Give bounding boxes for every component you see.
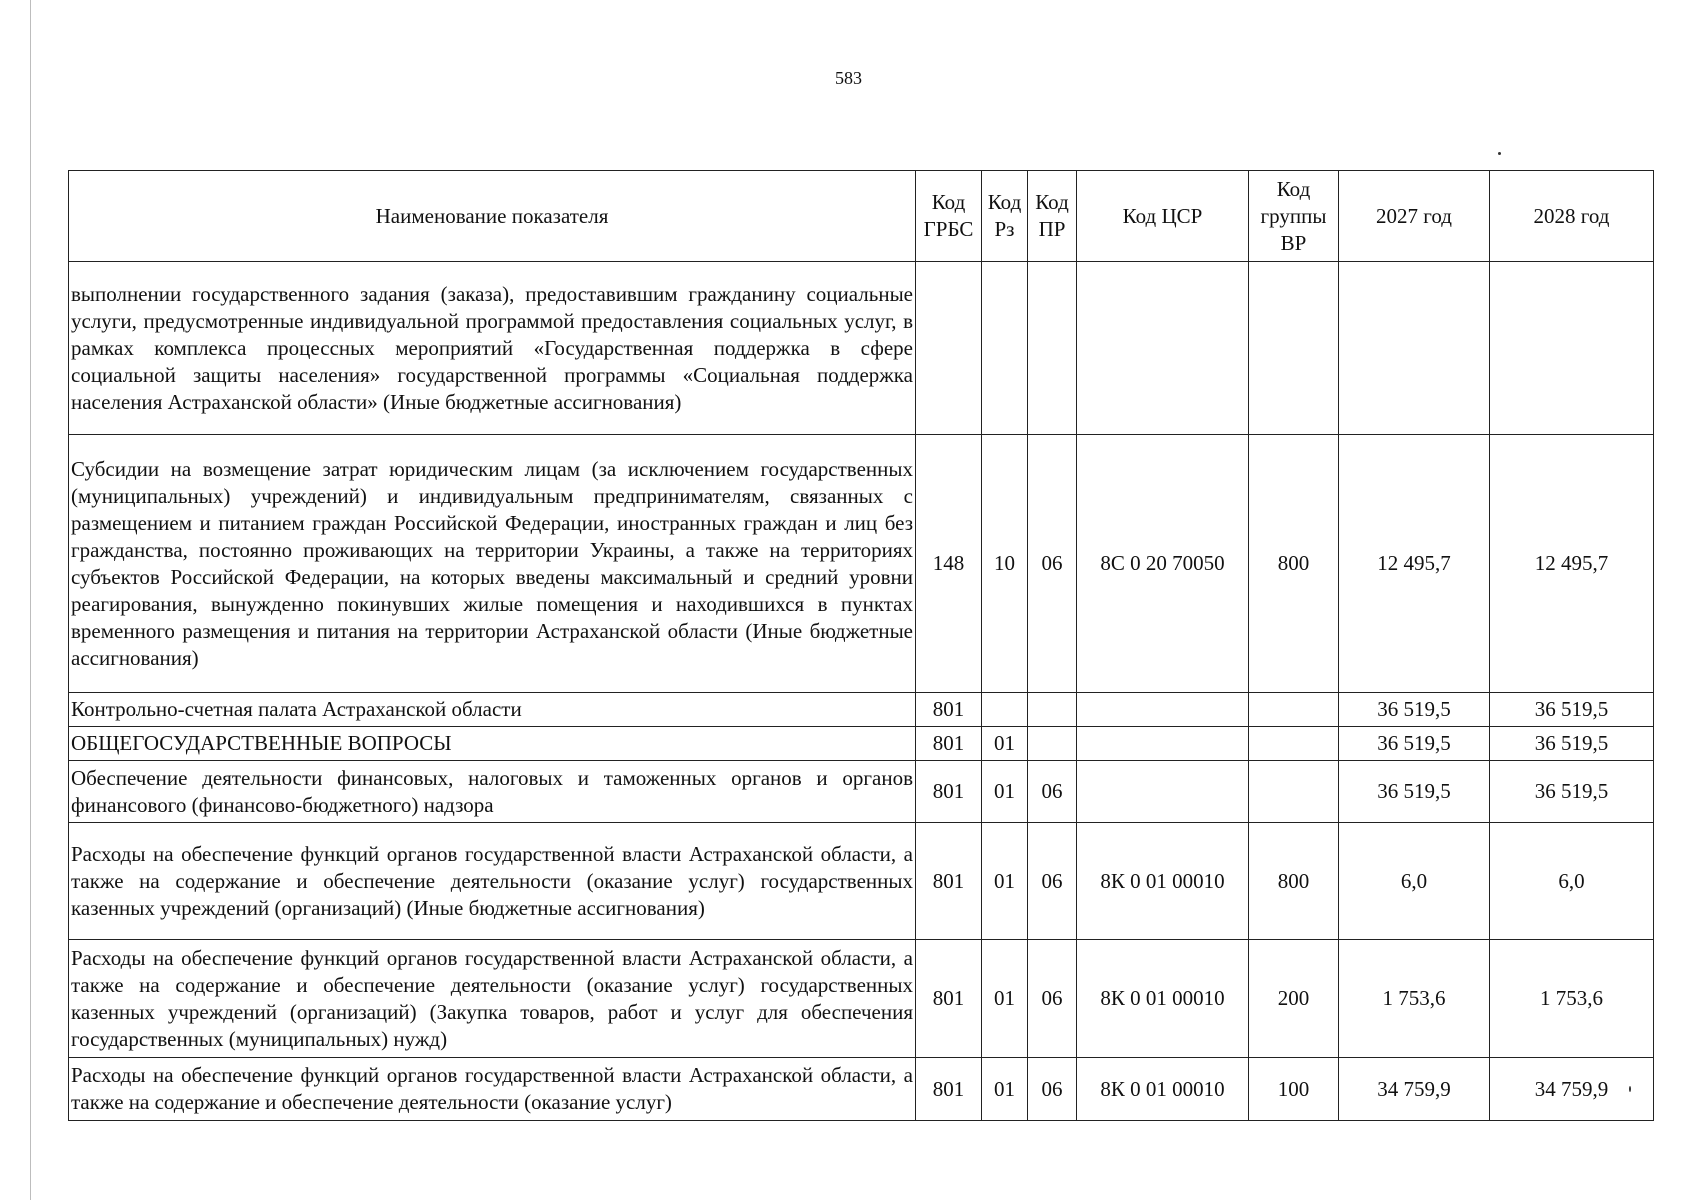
table-row: [69, 761, 1654, 823]
row-pr: 06: [1028, 940, 1077, 1058]
row-grbs: 801: [916, 727, 982, 761]
row-rz: 01: [982, 823, 1028, 940]
header-grbs: Код ГРБС: [916, 171, 982, 262]
row-rz: 01: [982, 761, 1028, 823]
row-csr: [1077, 727, 1249, 761]
row-grbs: 801: [916, 693, 982, 727]
header-pr: Код ПР: [1028, 171, 1077, 262]
row-name: выполнении государственного задания (заказа), предоставившим гражданину социальные услуги, предусмотренные индивидуальной программой предоставления социальных услуг, в рамках комплекса процессных мероприятий «Государственная поддержка в сфере социальной защиты населения» государственной программы «Социальная поддержка населения Астраханской области» (Иные бюджетные ассигнования): [69, 262, 916, 435]
row-2028: 34 759,9: [1490, 1058, 1654, 1121]
row-rz: 10: [982, 435, 1028, 693]
row-2028: 6,0: [1490, 823, 1654, 940]
row-name: ОБЩЕГОСУДАРСТВЕННЫЕ ВОПРОСЫ: [69, 727, 916, 761]
row-grbs: 801: [916, 1058, 982, 1121]
row-grbs: 801: [916, 823, 982, 940]
row-2028: 36 519,5: [1490, 693, 1654, 727]
row-vr: 800: [1249, 823, 1339, 940]
row-grbs: 148: [916, 435, 982, 693]
row-vr: [1249, 262, 1339, 435]
row-pr: 06: [1028, 823, 1077, 940]
row-name: Расходы на обеспечение функций органов государственной власти Астраханской области, а также на содержание и обеспечение деятельности (оказание услуг) государственных казенных учреждений (организаций) (Иные бюджетные ассигнования): [69, 823, 916, 940]
row-pr: 06: [1028, 1058, 1077, 1121]
header-rz: Код Рз: [982, 171, 1028, 262]
row-2028: 36 519,5: [1490, 727, 1654, 761]
row-pr: 06: [1028, 761, 1077, 823]
row-rz: [982, 262, 1028, 435]
header-vr: Код группы ВР: [1249, 171, 1339, 262]
row-rz: [982, 693, 1028, 727]
row-csr: [1077, 761, 1249, 823]
scan-speck: [1498, 152, 1501, 155]
row-csr: 8К 0 01 00010: [1077, 823, 1249, 940]
row-vr: [1249, 693, 1339, 727]
table-row: [69, 435, 1654, 693]
table-row: [69, 693, 1654, 727]
row-name: Расходы на обеспечение функций органов государственной власти Астраханской области, а также на содержание и обеспечение деятельности (оказание услуг) государственных казенных учреждений (организаций) (Закупка товаров, работ и услуг для обеспечения государственных (муниципальных) нужд): [69, 940, 916, 1058]
scan-edge-line: [30, 0, 31, 1200]
row-2028: 36 519,5: [1490, 761, 1654, 823]
row-name: Контрольно-счетная палата Астраханской области: [69, 693, 916, 727]
row-csr: [1077, 262, 1249, 435]
row-pr: 06: [1028, 435, 1077, 693]
row-name: Субсидии на возмещение затрат юридическим лицам (за исключением государственных (муниципальных) учреждений) и индивидуальным предпринимателям, связанных с размещением и питанием граждан Российской Федерации, иностранных граждан и лиц без гражданства, постоянно проживающих на территории Украины, а также на территориях субъектов Российской Федерации, на которых введены максимальный и средний уровни реагирования, вынужденно покинувших жилые помещения и находившихся в пунктах временного размещения и питания на территории Астраханской области (Иные бюджетные ассигнования): [69, 435, 916, 693]
row-csr: 8К 0 01 00010: [1077, 940, 1249, 1058]
row-rz: 01: [982, 1058, 1028, 1121]
row-2027: [1339, 262, 1490, 435]
row-vr: [1249, 727, 1339, 761]
row-pr: [1028, 262, 1077, 435]
row-2028: 1 753,6: [1490, 940, 1654, 1058]
row-grbs: 801: [916, 761, 982, 823]
row-grbs: 801: [916, 940, 982, 1058]
header-name: Наименование показателя: [69, 171, 916, 262]
row-2027: 34 759,9: [1339, 1058, 1490, 1121]
row-2027: 36 519,5: [1339, 761, 1490, 823]
budget-table: [68, 170, 1654, 1121]
row-pr: [1028, 693, 1077, 727]
table-row: [69, 727, 1654, 761]
header-2027: 2027 год: [1339, 171, 1490, 262]
row-pr: [1028, 727, 1077, 761]
row-2027: 1 753,6: [1339, 940, 1490, 1058]
row-2028: 12 495,7: [1490, 435, 1654, 693]
row-rz: 01: [982, 727, 1028, 761]
header-2028: 2028 год: [1490, 171, 1654, 262]
row-2027: 36 519,5: [1339, 693, 1490, 727]
row-rz: 01: [982, 940, 1028, 1058]
row-2027: 12 495,7: [1339, 435, 1490, 693]
row-vr: 200: [1249, 940, 1339, 1058]
table-header-row: [69, 171, 1654, 262]
page-number: 583: [835, 68, 862, 88]
table-row: [69, 262, 1654, 435]
row-name: Обеспечение деятельности финансовых, налоговых и таможенных органов и органов финансового (финансово-бюджетного) надзора: [69, 761, 916, 823]
row-vr: [1249, 761, 1339, 823]
row-vr: 100: [1249, 1058, 1339, 1121]
row-vr: 800: [1249, 435, 1339, 693]
row-name: Расходы на обеспечение функций органов государственной власти Астраханской области, а также на содержание и обеспечение деятельности (оказание услуг): [69, 1058, 916, 1121]
table-row: [69, 940, 1654, 1058]
row-2027: 36 519,5: [1339, 727, 1490, 761]
header-csr: Код ЦСР: [1077, 171, 1249, 262]
row-csr: 8С 0 20 70050: [1077, 435, 1249, 693]
row-2028: [1490, 262, 1654, 435]
table-row: [69, 823, 1654, 940]
row-csr: 8К 0 01 00010: [1077, 1058, 1249, 1121]
row-2027: 6,0: [1339, 823, 1490, 940]
row-csr: [1077, 693, 1249, 727]
table-row: [69, 1058, 1654, 1121]
row-grbs: [916, 262, 982, 435]
